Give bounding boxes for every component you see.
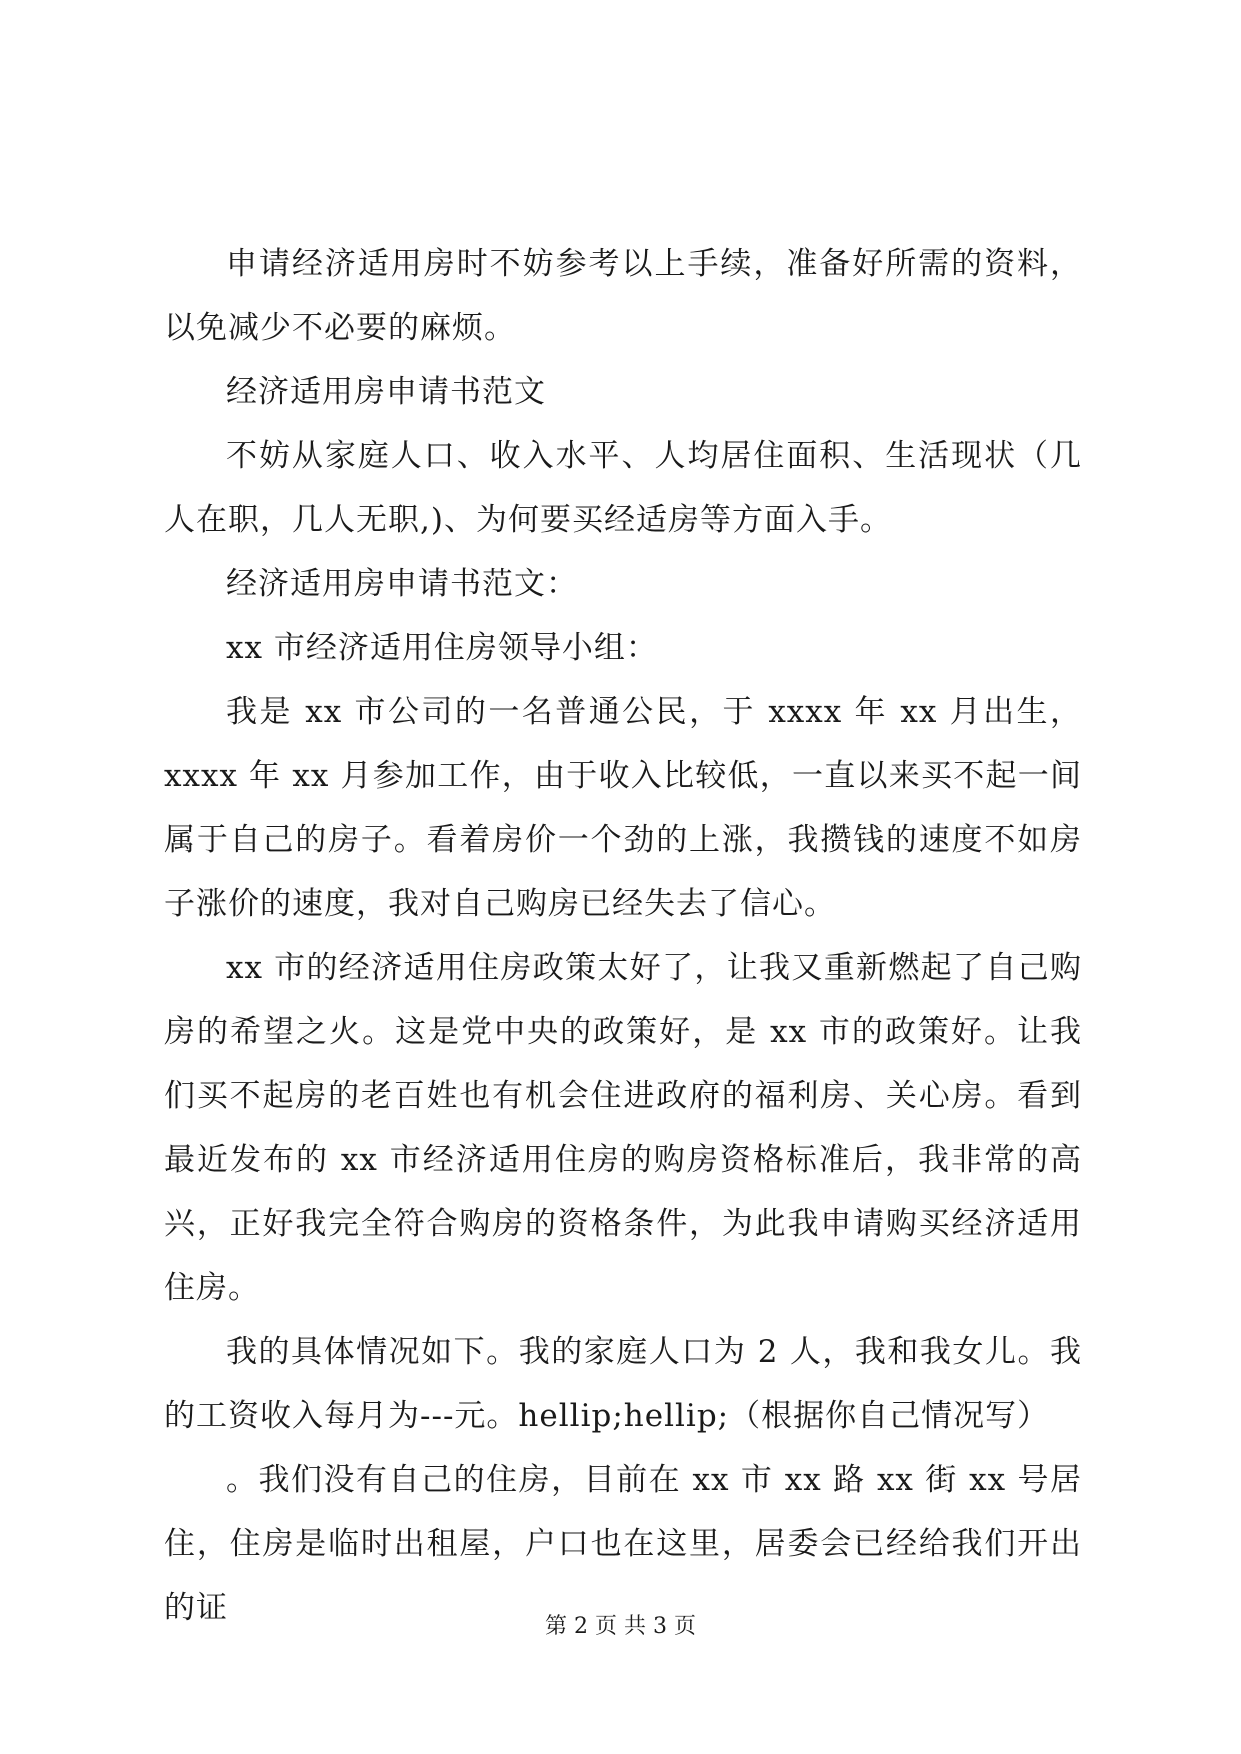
salutation: xx 市经济适用住房领导小组： [226, 630, 658, 666]
document-body [164, 232, 1082, 1640]
page-footer [0, 1612, 1241, 1642]
section-heading: 经济适用房申请书范文 [226, 374, 546, 410]
page-number: 第 2 页 共 3 页 [545, 1614, 696, 1639]
section-heading: 经济适用房申请书范文： [226, 566, 578, 602]
paragraph: 不妨从家庭人口、收入水平、人均居住面积、生活现状（几人在职，几人无职,)、为何要买经适房等方面入手。 [164, 438, 1082, 538]
paragraph: xx 市的经济适用住房政策太好了，让我又重新燃起了自己购房的希望之火。这是党中央的政策好，是 xx 市的政策好。让我们买不起房的老百姓也有机会住进政府的福利房、关心房。看到最近发布的 xx 市经济适用住房的购房资格标准后，我非常的高兴，正好我完全符合购房的资格条件，为此我申请购买经济适用住房。 [164, 950, 1082, 1306]
paragraph: 申请经济适用房时不妨参考以上手续，准备好所需的资料，以免减少不必要的麻烦。 [164, 246, 1082, 346]
paragraph: 。我们没有自己的住房，目前在 xx 市 xx 路 xx 街 xx 号居住，住房是临时出租屋，户口也在这里，居委会已经给我们开出的证 [164, 1462, 1082, 1626]
paragraph: 我是 xx 市公司的一名普通公民，于 xxxx 年 xx 月出生，xxxx 年 xx 月参加工作，由于收入比较低，一直以来买不起一间属于自己的房子。看着房价一个劲的上涨，我攒钱的速度不如房子涨价的速度，我对自己购房已经失去了信心。 [164, 694, 1082, 922]
paragraph: 我的具体情况如下。我的家庭人口为 2 人，我和我女儿。我的工资收入每月为---元。hellip;hellip;（根据你自己情况写） [164, 1334, 1082, 1434]
